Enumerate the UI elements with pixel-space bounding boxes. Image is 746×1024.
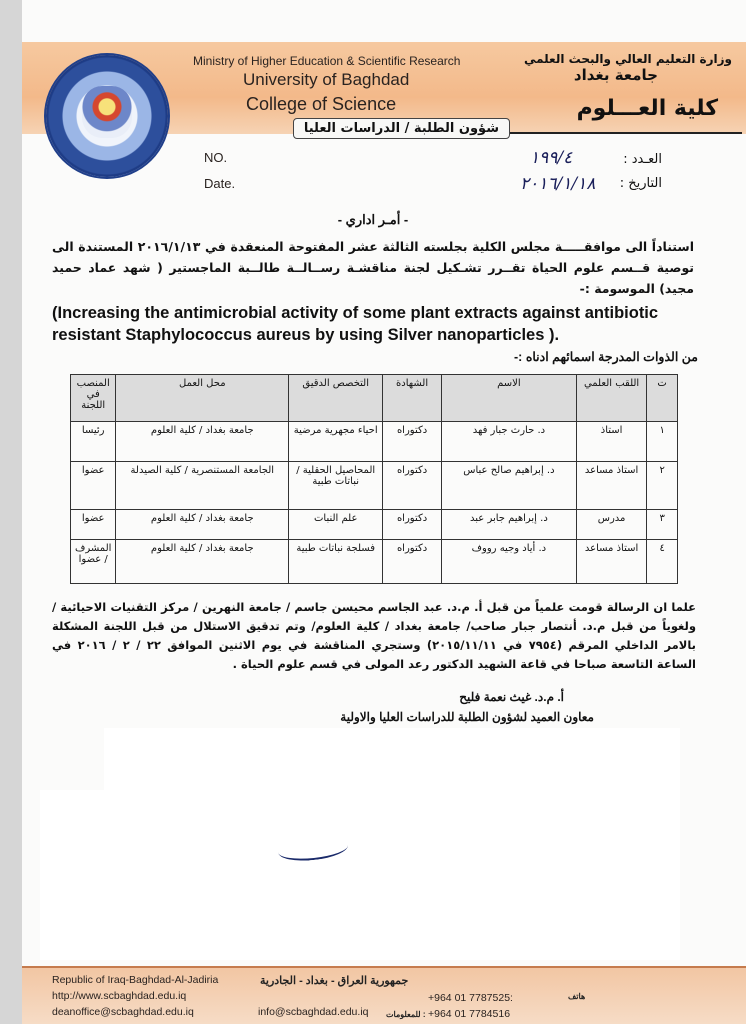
cell-rank: استاذ مساعد: [576, 540, 646, 584]
scan-edge: [0, 0, 22, 1024]
ref-number-label-ar: العـدد :: [623, 152, 662, 167]
cell-degree: دكتوراه: [383, 540, 442, 584]
cell-index: ٣: [647, 510, 678, 540]
cell-role: عضوا: [71, 462, 116, 510]
table-row: [71, 422, 678, 462]
college-name-en: College of Science: [246, 94, 397, 114]
footer-phone-2: +964 01 7784516: [428, 1008, 511, 1020]
footer-email-dean: deanoffice@scbaghdad.edu.iq: [52, 1006, 194, 1018]
cell-name: د. أياد وجيه رووف: [441, 540, 576, 584]
table-header-row: [71, 375, 678, 422]
cell-specialty: احياء مجهرية مرضية: [289, 422, 383, 462]
cell-workplace: جامعة بغداد / كلية العلوم: [116, 510, 289, 540]
college-name-ar: كلية العـــلوم: [576, 96, 718, 121]
university-name-en: University of Baghdad: [243, 70, 410, 89]
university-name-ar: جامعة بغداد: [573, 66, 658, 84]
signatory-title: معاون العميد لشؤون الطلبة للدراسات العليا والاولية: [340, 710, 594, 724]
footer-address-ar: جمهورية العراق - بغداد - الجادرية: [260, 975, 409, 987]
members-intro: من الذوات المدرجة اسمائهم ادناه :-: [514, 350, 698, 364]
ref-number-value: ١٩٩/٤: [530, 148, 573, 168]
cell-name: د. إبراهيم جابر عبد: [441, 510, 576, 540]
cell-rank: استاذ: [576, 422, 646, 462]
cell-role: المشرف / عضوا: [71, 540, 116, 584]
ministry-name-ar: وزارة التعليم العالي والبحث العلمي: [523, 52, 732, 66]
footer-address-en: Republic of Iraq-Baghdad-Al-Jadiria: [52, 974, 219, 986]
seal-emblem-icon: [82, 86, 132, 138]
cell-role: عضوا: [71, 510, 116, 540]
committee-table: [70, 374, 678, 584]
table-row: [71, 462, 678, 510]
footer-info-label: : للمعلومات: [386, 1010, 426, 1019]
footnote-paragraph: علما ان الرسالة قومت علمياً من قبل أ. م.د. عبد الجاسم محيسن جاسم / جامعة النهرين / مركز التقنيات الاحيائية / ولغوياً من قبل م.د. أنتصار جبار صاحب/ جامعة بغداد / كلية العلوم/ وتم تدقيق الاستلال من قبل اللجنة المشكلة بالامر الداخلي المرقم (٧٩٥٤ في ٢٠١٥/١١/١١) وستجري المناقشة في يوم الاثنين الموافق ٢٢ / ٢ / ٢٠١٦ في الساعة التاسعة صباحا في قاعة الشهيد الدكتور رعد المولى في قسم علوم الحياة .: [52, 600, 696, 671]
ref-number-label: NO.: [204, 150, 228, 165]
col-degree: الشهادة: [383, 375, 442, 422]
col-role: المنصب في اللجنة: [71, 375, 116, 422]
table-row: [71, 510, 678, 540]
ref-date-value: ٢٠١٦/١/١٨: [520, 174, 596, 194]
cell-rank: استاذ مساعد: [576, 462, 646, 510]
ref-date-label: Date.: [204, 176, 236, 191]
col-workplace: محل العمل: [116, 375, 289, 422]
redacted-block: [104, 728, 680, 790]
cell-degree: دكتوراه: [383, 462, 442, 510]
department-label: شؤون الطلبة / الدراسات العليا: [293, 118, 510, 139]
cell-degree: دكتوراه: [383, 510, 442, 540]
col-name: الاسم: [441, 375, 576, 422]
col-specialty: التخصص الدقيق: [289, 375, 383, 422]
cell-index: ١: [647, 422, 678, 462]
cell-rank: مدرس: [576, 510, 646, 540]
footer-website: http://www.scbaghdad.edu.iq: [52, 990, 187, 1002]
ref-date-label-ar: التاريخ :: [619, 176, 662, 191]
cell-name: د. حارث جبار فهد: [441, 422, 576, 462]
cell-workplace: جامعة بغداد / كلية العلوم: [116, 540, 289, 584]
signatory-name: أ. م.د. غيث نعمة فليح: [459, 690, 564, 704]
footer-email-info: info@scbaghdad.edu.iq: [258, 1006, 369, 1018]
cell-workplace: جامعة بغداد / كلية العلوم: [116, 422, 289, 462]
footer-phone-1: +964 01 7787525:: [428, 992, 513, 1004]
footer-phone-label: هاتف: [568, 992, 586, 1001]
col-rank: اللقب العلمي: [576, 375, 646, 422]
cell-degree: دكتوراه: [383, 422, 442, 462]
table-row: [71, 540, 678, 584]
order-title: - أمـر اداري -: [337, 212, 409, 227]
cell-role: رئيسا: [71, 422, 116, 462]
thesis-title: [52, 302, 702, 346]
cell-workplace: الجامعة المستنصرية / كلية الصيدلة: [116, 462, 289, 510]
cell-specialty: علم النبات: [289, 510, 383, 540]
intro-paragraph: استناداً الى موافقـــــة مجلس الكلية بجلسته الثالثة عشر المفتوحة المنعقدة في ٢٠١٦/١/١٣ المستندة الى توصية قــسم علوم الحياة تقــرر تشـكيل لجنة مناقشـة رســالــة طالــبة الماجستير ( شهد عماد حميد مجيد) الموسومة :-: [52, 239, 694, 296]
redacted-block: [40, 790, 680, 960]
thesis-title-text: (Increasing the antimicrobial activity of some plant extracts against antibiotic resistant Staphylococcus aureus by using Silver nanoparticles ).: [52, 304, 659, 344]
cell-index: ٢: [647, 462, 678, 510]
ministry-name-en: Ministry of Higher Education & Scientific Research: [193, 54, 461, 68]
cell-index: ٤: [647, 540, 678, 584]
col-index: ت: [647, 375, 678, 422]
cell-name: د. إبراهيم صالح عباس: [441, 462, 576, 510]
cell-specialty: المحاصيل الحقلية / نباتات طبية: [289, 462, 383, 510]
cell-specialty: فسلجة نباتات طبية: [289, 540, 383, 584]
